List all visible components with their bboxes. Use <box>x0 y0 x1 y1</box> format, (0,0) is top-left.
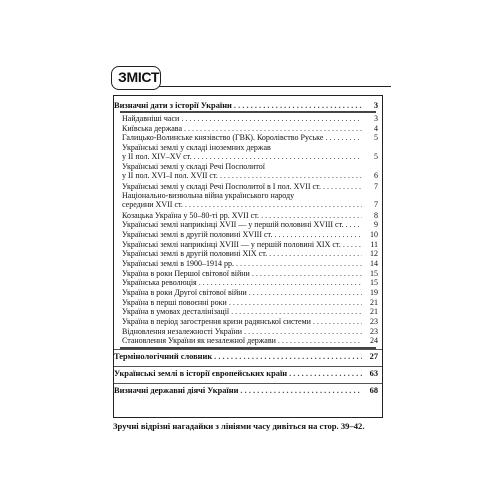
toc-entry-title: Українські землі наприкінці XVIII — у першій половині XIX ст. <box>122 239 341 249</box>
toc-entry-page: 3 <box>374 114 378 123</box>
toc-entry-title: у II пол. XVI–I пол. XVII ст. <box>122 171 218 181</box>
toc-entry-page: 68 <box>369 386 378 395</box>
toc-entry-title: Українські землі в другій половині XIX ст. <box>122 249 268 259</box>
toc-entry-page: 6 <box>374 171 378 181</box>
toc-entry-title: Україна в умовах десталінізації <box>122 307 230 317</box>
toc-entry-title: Найдавніші часи <box>122 114 180 123</box>
toc-entry-title: Українські землі наприкінці XVII — у першій половині XVIII ст. <box>122 220 344 230</box>
toc-entry-title: Становлення України як незалежної держави <box>122 336 276 346</box>
toc-entry-page: 27 <box>369 352 378 361</box>
toc-entry-page: 4 <box>374 123 378 133</box>
toc-entry-title-line: Національно-визвольна війна українського народу <box>122 191 295 201</box>
toc-entry-title: Визначні дати з історії України <box>114 101 232 110</box>
toc-entry-title-line: Українські землі у складі іноземних держав <box>122 143 271 152</box>
toc-entry-title-line: Українські землі у складі Речі Посполитої <box>122 162 266 172</box>
toc-entry-title: Визначні державні діячі України <box>114 386 239 395</box>
toc-lower-visible <box>113 95 381 416</box>
toc-entry-title: Українські землі в історії європейських країн <box>114 369 288 378</box>
toc-entry-title: Галицько-Волинське князівство (ГВК). Королівство Руське <box>122 133 324 143</box>
toc-entry-title: середини XVII ст. <box>122 200 183 210</box>
toc-entry-page: 5 <box>374 152 378 161</box>
toc-entry-title: Відновлення незалежності України <box>122 326 243 336</box>
toc-entry-page: 19 <box>370 288 378 297</box>
page-title: ЗМІСТ <box>118 69 160 85</box>
toc-entry-page: 8 <box>374 210 378 220</box>
toc-entry-page: 11 <box>370 239 378 249</box>
toc-entry-page: 14 <box>370 259 378 268</box>
toc-entry-title: Україна в роки Другої світової війни <box>122 288 247 297</box>
toc-entry-page: 7 <box>374 181 378 191</box>
toc-entry-title: Українські землі в 1900–1914 рр. <box>122 259 234 268</box>
toc-entry-page: 63 <box>369 369 378 378</box>
toc-entry-page: 9 <box>374 220 378 230</box>
heading-rule <box>159 86 391 87</box>
toc-entry-page: 21 <box>370 307 378 317</box>
toc-entry-page: 15 <box>370 278 378 288</box>
toc-entry-title: Українська революція <box>122 278 197 288</box>
toc-entry-title: Україна в період загострення кризи радянської системи <box>122 317 311 326</box>
toc-entry-page: 23 <box>370 317 378 326</box>
toc-entry-title: Українські землі у складі Речі Посполитої в І пол. XVII ст. <box>122 181 321 191</box>
note-text: Зручні відрізні нагадайки з лініями часу дивіться на стор. 39–42. <box>113 421 365 431</box>
toc-entry-title: Українські землі в другій половині XVIII ст. <box>122 230 273 239</box>
toc-entry-title: Козацька Україна у 50–80-ті рр. XVII ст. <box>122 210 260 220</box>
toc-entry-title: Україна в перші повоєнні роки <box>122 297 227 307</box>
toc-entry-page: 10 <box>370 230 378 239</box>
toc-entry-page: 7 <box>374 200 378 210</box>
toc-entry-page: 21 <box>370 297 378 307</box>
toc-entry-page: 23 <box>370 326 378 336</box>
toc-entry-page: 5 <box>374 133 378 143</box>
toc-entry-title: Термінологічний словник <box>114 352 213 361</box>
toc-entry-page: 3 <box>373 101 378 110</box>
toc-entry-title: у II пол. XIV–XV ст. <box>122 152 192 161</box>
toc-entry-page: 15 <box>370 268 378 278</box>
toc-entry-title: Київська держава <box>122 123 183 133</box>
toc-entry-page: 12 <box>370 249 378 259</box>
toc-entry-page: 24 <box>370 336 378 346</box>
toc-entry-title: Україна в роки Першої світової війни <box>122 268 250 278</box>
